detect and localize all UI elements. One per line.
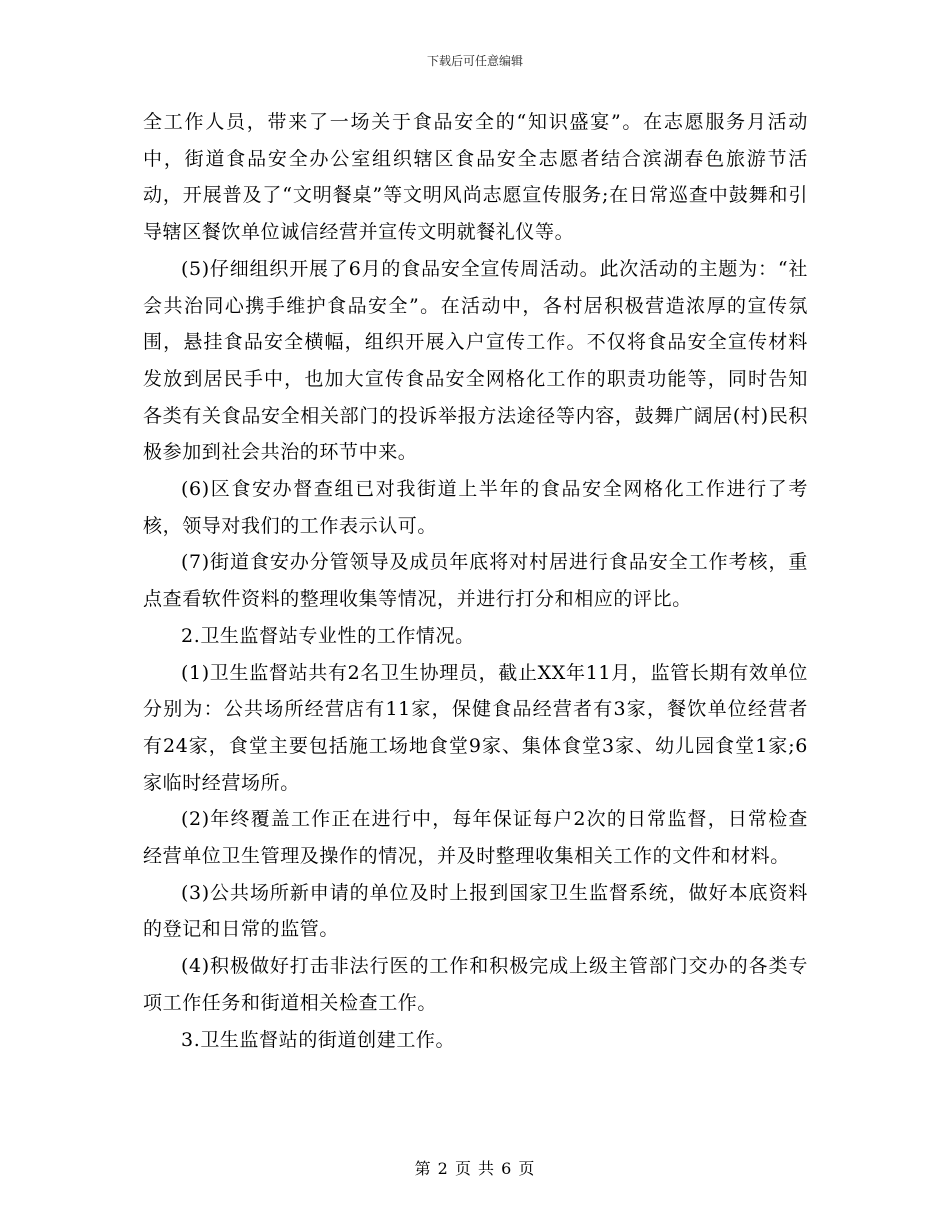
paragraph-5: (1)卫生监督站共有2名卫生协理员，截止XX年11月，监管长期有效单位分别为：公共场所经营店有11家，保健食品经营者有3家，餐饮单位经营者有24家，食堂主要包括施工场地食堂9家、集体食堂3家、幼儿园食堂1家;6家临时经营场所。 [143, 661, 808, 794]
page-number-footer: 第 2 页 共 6 页 [414, 1159, 536, 1178]
paragraph-1: 全工作人员，带来了一场关于食品安全的“知识盛宴”。在志愿服务月活动中，街道食品安全办公室组织辖区食品安全志愿者结合滨湖春色旅游节活动，开展普及了“文明餐桌”等文明风尚志愿宣传服务;在日常巡查中鼓舞和引导辖区餐饮单位诚信经营并宣传文明就餐礼仪等。 [143, 111, 808, 244]
document-body [143, 104, 808, 1058]
section-heading-3: 3.卫生监督站的街道创建工作。 [181, 1028, 456, 1051]
section-heading-2: 2.卫生监督站专业性的工作情况。 [181, 624, 475, 647]
paragraph-4: (7)街道食安办分管领导及成员年底将对村居进行食品安全工作考核，重点查看软件资料的整理收集等情况，并进行打分和相应的评比。 [143, 551, 808, 611]
paragraph-3: (6)区食安办督查组已对我街道上半年的食品安全网格化工作进行了考核，领导对我们的工作表示认可。 [143, 478, 808, 537]
paragraph-7: (3)公共场所新申请的单位及时上报到国家卫生监督系统，做好本底资料的登记和日常的监管。 [143, 881, 808, 941]
paragraph-8: (4)积极做好打击非法行医的工作和积极完成上级主管部门交办的各类专项工作任务和街道相关检查工作。 [143, 955, 808, 1014]
page-header: 下载后可任意编辑 [426, 54, 523, 68]
paragraph-2: (5)仔细组织开展了6月的食品安全宣传周活动。此次活动的主题为：“社会共治同心携手维护食品安全”。在活动中，各村居积极营造浓厚的宣传氛围，悬挂食品安全横幅，组织开展入户宣传工作。不仅将食品安全宣传材料发放到居民手中，也加大宣传食品安全网格化工作的职责功能等，同时告知各类有关食品安全相关部门的投诉举报方法途径等内容，鼓舞广阔居(村)民积极参加到社会共治的环节中来。 [143, 257, 808, 464]
paragraph-6: (2)年终覆盖工作正在进行中，每年保证每户2次的日常监督，日常检查经营单位卫生管理及操作的情况，并及时整理收集相关工作的文件和材料。 [143, 808, 808, 868]
